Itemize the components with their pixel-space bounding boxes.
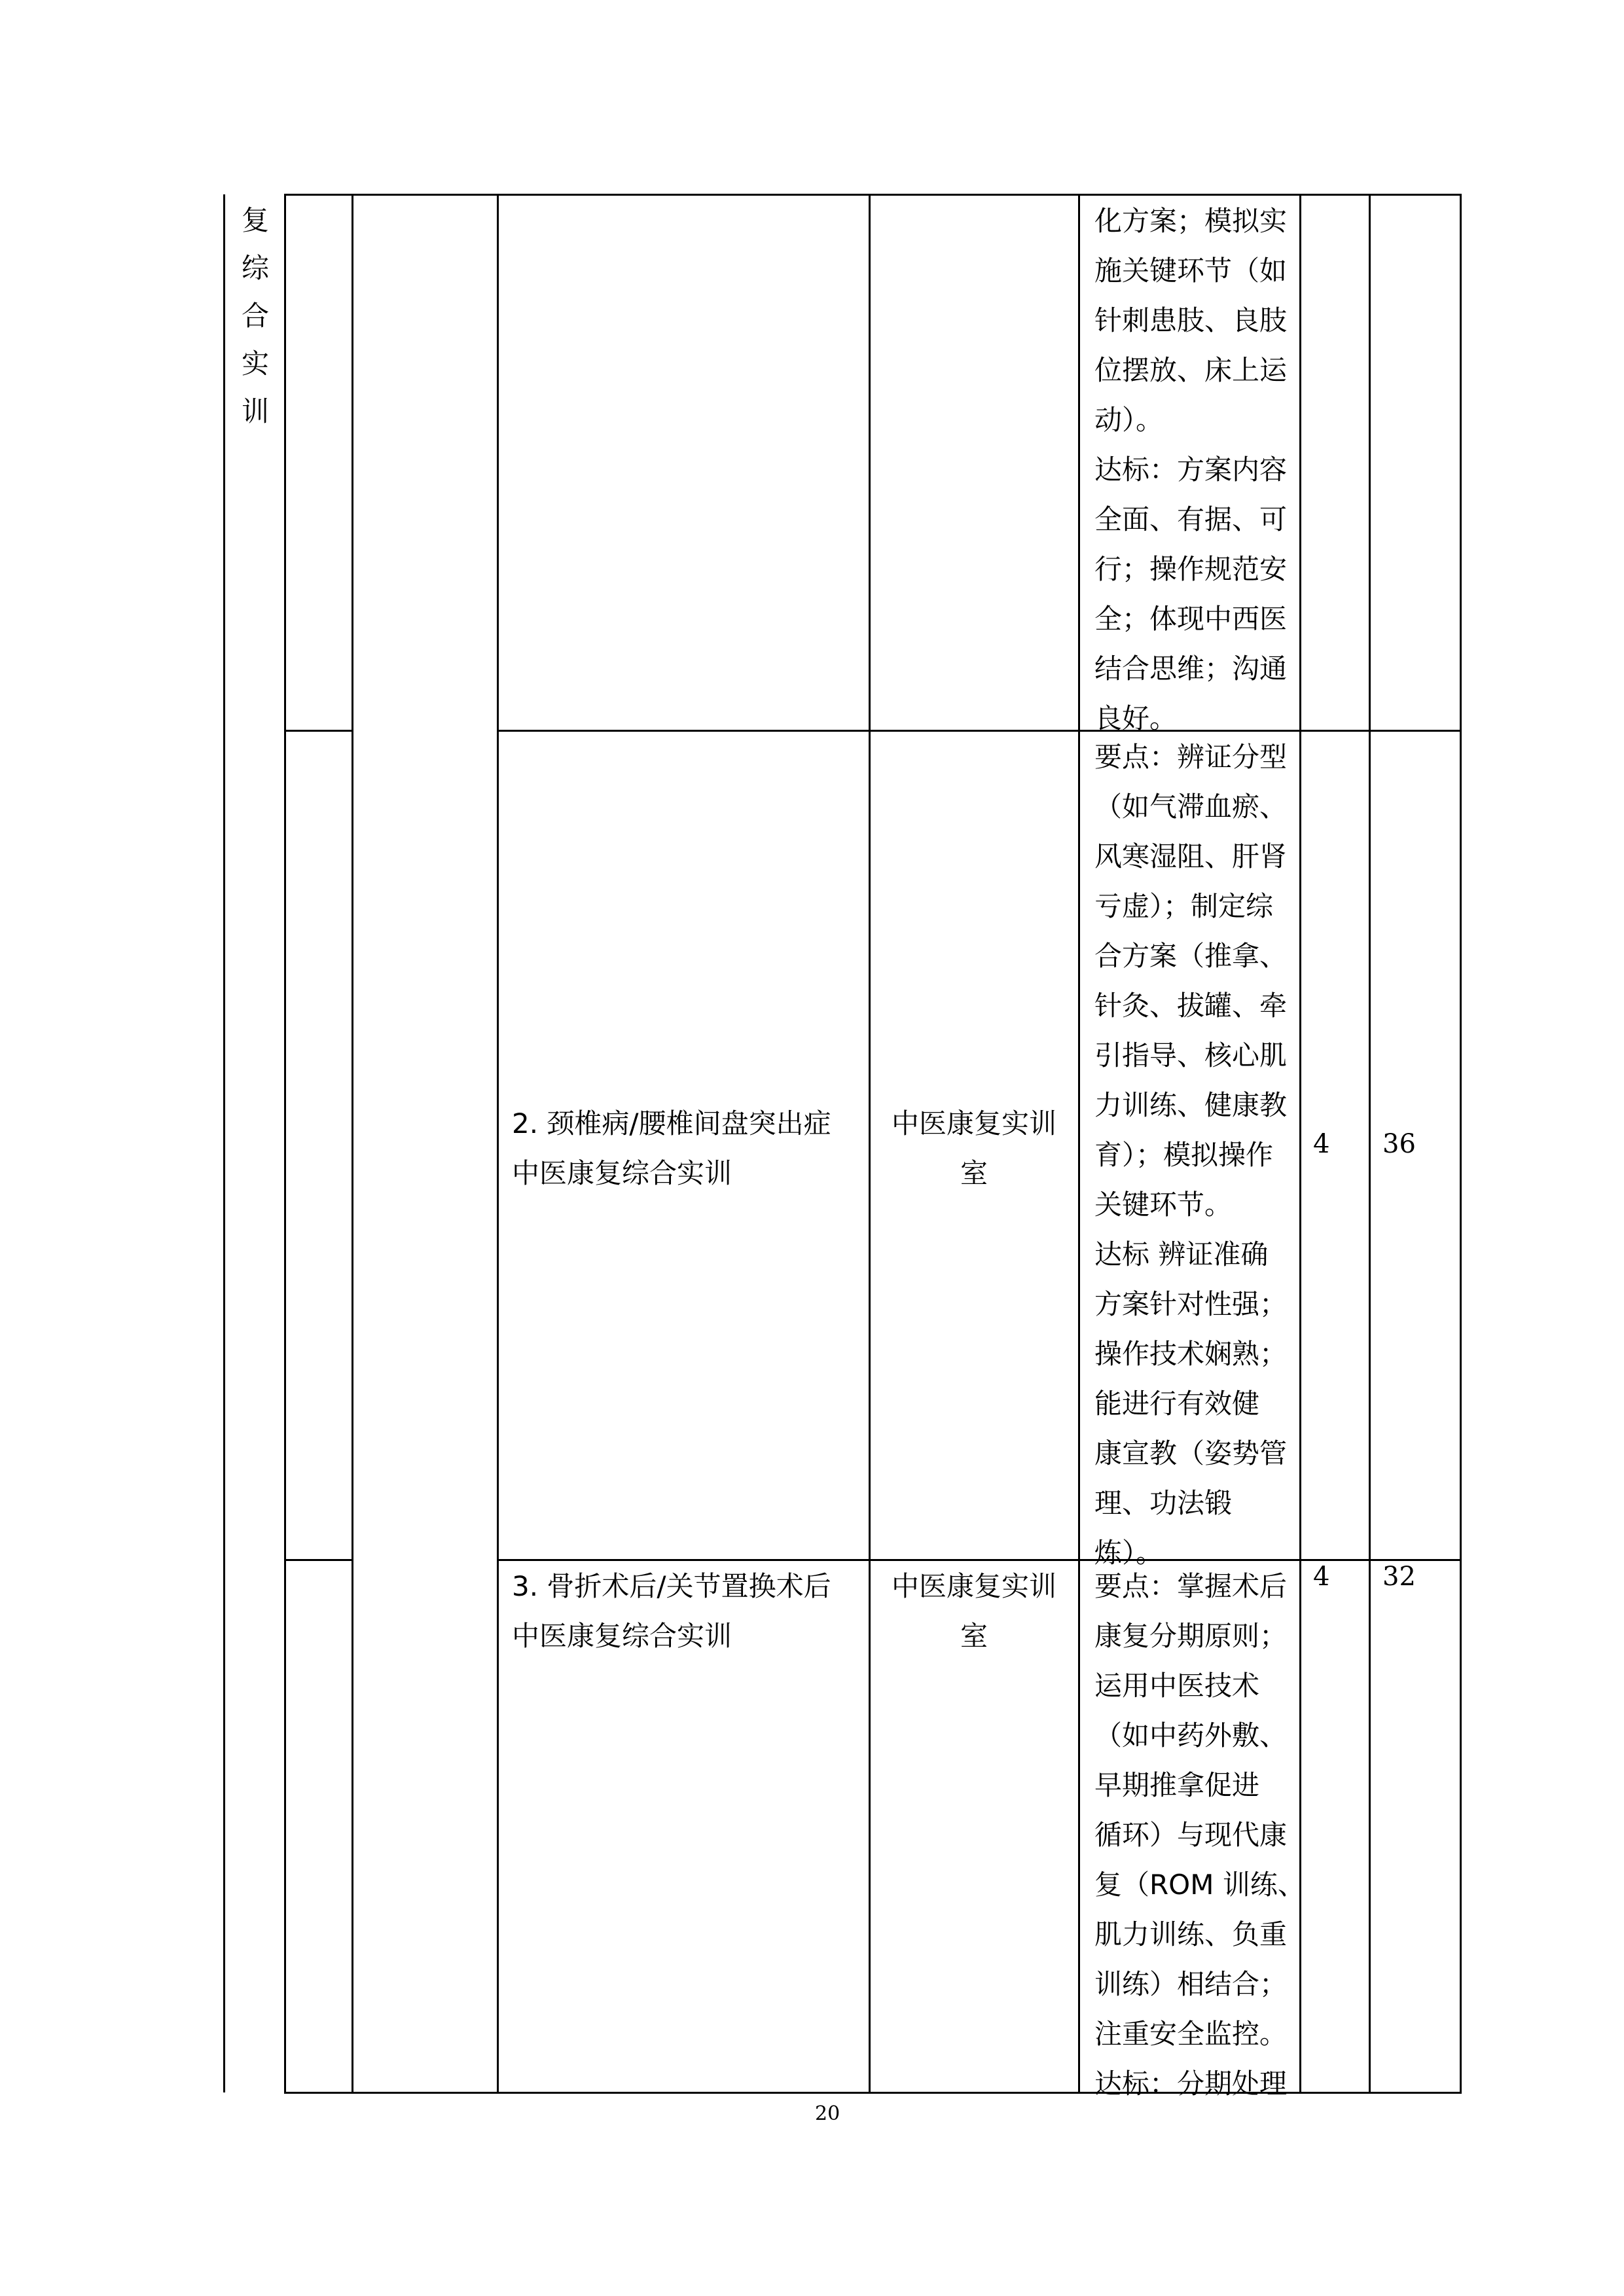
row-divider-2-left	[284, 1559, 353, 1561]
row2-item-name: 2. 颈椎病/腰椎间盘突出症 中医康复综合实训	[512, 1107, 831, 1189]
table-border-col3	[497, 194, 499, 2092]
left-border-line	[223, 194, 225, 2092]
section-label-char: 复	[241, 204, 269, 236]
row-divider-2-right	[497, 1559, 1462, 1561]
section-label-char: 合	[241, 300, 269, 332]
row-divider-1-left	[284, 730, 353, 732]
section-label-char: 训	[241, 395, 269, 427]
table-border-col1	[284, 194, 286, 2092]
row2-location: 中医康复实训 室	[891, 1107, 1056, 1189]
table-border-col7	[1369, 194, 1371, 2092]
section-label-char: 实	[241, 348, 269, 380]
table-top-border	[284, 194, 1462, 196]
row1-description: 化方案；模拟实 施关键环节（如 针刺患肢、良肢 位摆放、床上运 动）。 达标：方案内容 全面、有据、可 行；操作规范安 全；体现中西医 结合思维；沟通 良好。	[1094, 205, 1288, 734]
row2-description: 要点：辨证分型 （如气滞血瘀、 风寒湿阻、肝肾 亏虚）；制定综 合方案（推拿、 针灸、拔罐、牵 引指导、核心肌 力训练、健康教 育）；模拟操作 关键环节。 达标 辨证准确 方案针对性强； 操作技术娴熟； 能进行有效健 康宣教（姿势管 理、功法锻 炼）。	[1094, 741, 1288, 1569]
row3-credits: 4	[1313, 1562, 1330, 1592]
row3-location: 中医康复实训 室	[891, 1570, 1056, 1652]
table-border-col2	[352, 194, 353, 2092]
row2-credits: 4	[1313, 1129, 1330, 1159]
row3-hours: 32	[1382, 1562, 1416, 1592]
row2-hours: 36	[1382, 1129, 1416, 1159]
row-divider-1-right	[497, 730, 1462, 732]
section-label-char: 综	[241, 252, 269, 284]
row3-item-name: 3. 骨折术后/关节置换术后 中医康复综合实训	[512, 1570, 831, 1652]
section-label-vertical	[237, 196, 274, 435]
table-border-col5	[1078, 194, 1080, 2092]
row3-description: 要点：掌握术后 康复分期原则； 运用中医技术 （如中药外敷、 早期推拿促进 循环）与现代康 复（ROM 训练、 肌力训练、负重 训练）相结合； 注重安全监控。 达标：分期处理	[1094, 1570, 1305, 2100]
page-number: 20	[815, 2102, 840, 2125]
table-border-right	[1460, 194, 1462, 2092]
